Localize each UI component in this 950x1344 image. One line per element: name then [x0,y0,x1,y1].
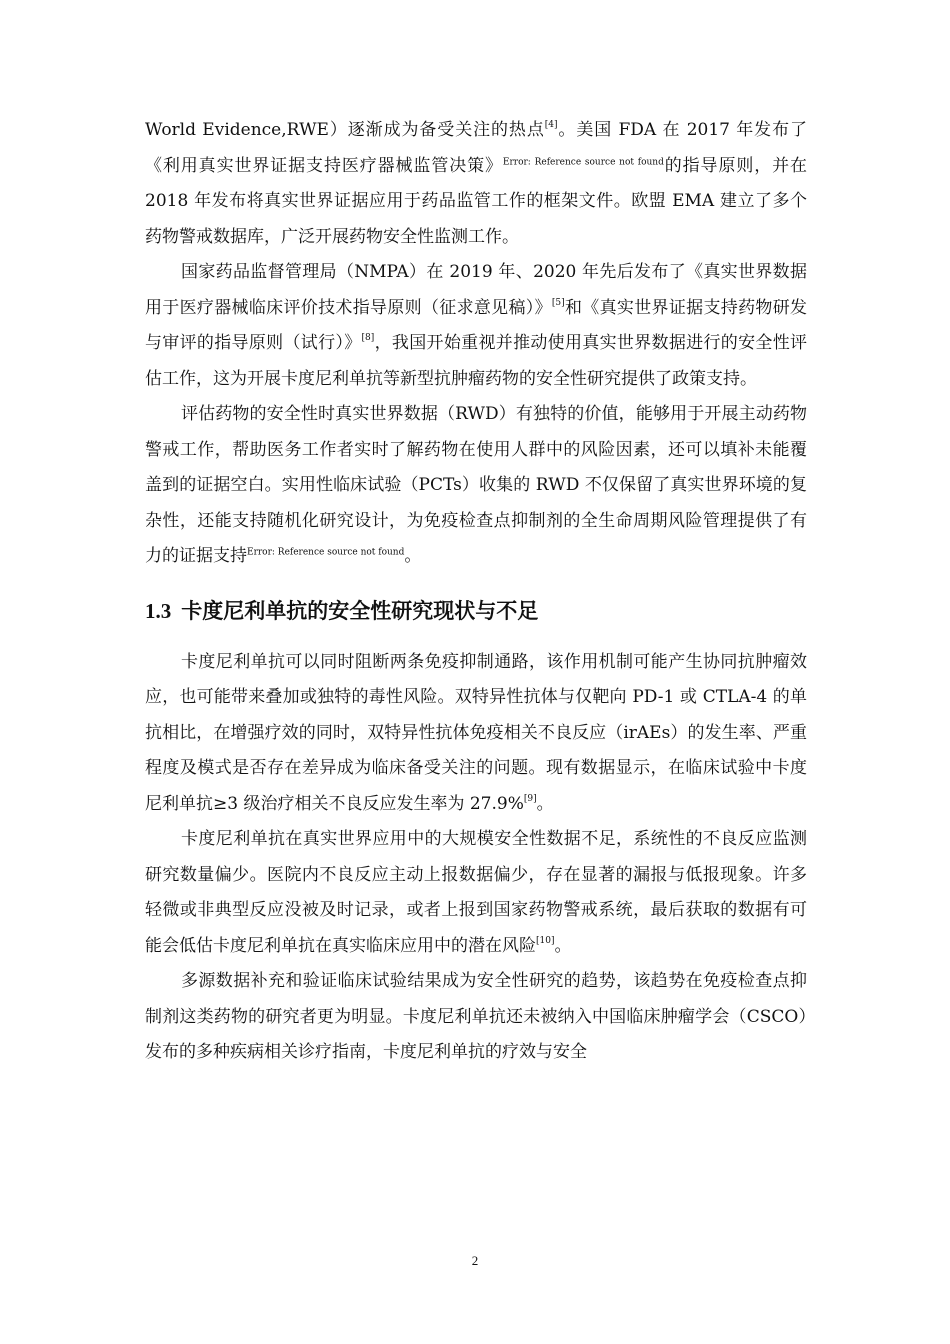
paragraph-text: 卡度尼利单抗可以同时阻断两条免疫抑制通路，该作用机制可能产生协同抗肿瘤效应，也可能带来叠加或独特的毒性风险。双特异性抗体与仅靶向 PD-1 或 CTLA-4 的单抗相比，在增强疗效的同时，双特异性抗体免疫相关不良反应（irAEs）的发生率、严重程度及模式是否存在差异成为临床备受关注的问题。现有数据显示，在临床试验中卡度尼利单抗≥3 级治疗相关不良反应发生率为 27.9% [145,651,807,814]
paragraph-text: 的指导原则，并在 2018 年发布将真实世界证据应用于药品监管工作的框架文件。欧盟 EMA 建立了多个药物警戒数据库，广泛开展药物安全性监测工作。 [145,155,808,247]
paragraph-text: ，我国开始重视并推动使用真实世界数据进行的安全性评估工作，这为开展卡度尼利单抗等新型抗肿瘤药物的安全性研究提供了政策支持。 [145,333,808,389]
section-title: 卡度尼利单抗的安全性研究现状与不足 [181,598,539,623]
paragraph-text: 国家药品监督管理局（NMPA）在 2019 年、2020 年先后发布了《真实世界数据用于医疗器械临床评价技术指导原则（征求意见稿）》 [145,262,807,318]
paragraph-text: 和《真实世界证据支持药物研发与审评的指导原则（试行）》 [145,297,808,353]
section-heading [145,591,807,631]
paragraph-rwd-value [145,397,807,575]
paragraph-rwe-intro [145,113,807,255]
paragraph-text: World Evidence,RWE）逐渐成为备受关注的热点 [145,120,545,140]
section-number: 1.3 [145,598,172,623]
citation-ref: [5] [551,297,565,308]
page-number: 2 [471,1253,479,1268]
paragraph-text: 。 [554,935,572,956]
reference-error: Error: Reference source not found [502,156,664,167]
page-content [145,113,807,1071]
reference-error: Error: Reference source not found [247,547,405,558]
paragraph-text: 。 [404,546,422,566]
paragraph-text: 。美国 FDA 在 2017 年发布了《利用真实世界证据支持医疗器械监管决策》 [145,120,807,176]
paragraph-nmpa [145,255,807,397]
citation-ref: [8] [361,333,375,344]
paragraph-text: 多源数据补充和验证临床试验结果成为安全性研究的趋势，该趋势在免疫检查点抑制剂这类药物的研究者更为明显。卡度尼利单抗还未被纳入中国临床肿瘤学会（CSCO）发布的多种疾病相关诊疗指南，卡度尼利单抗的疗效与安全 [145,971,807,1062]
paragraph-text: 评估药物的安全性时真实世界数据（RWD）有独特的价值，能够用于开展主动药物警戒工作，帮助医务工作者实时了解药物在使用人群中的风险因素，还可以填补未能覆盖到的证据空白。实用性临床试验（PCTs）收集的 RWD 不仅保留了真实世界环境的复杂性，还能支持随机化研究设计，为免疫检查点抑制剂的全生命周期风险管理提供了有力的证据支持 [145,404,807,566]
citation-ref: [10] [536,935,555,946]
paragraph-mechanism [145,645,807,823]
citation-ref: [9] [523,793,537,804]
paragraph-multisource [145,964,807,1071]
citation-ref: [4] [544,120,558,131]
paragraph-text: 卡度尼利单抗在真实世界应用中的大规模安全性数据不足，系统性的不良反应监测研究数量偏少。医院内不良反应主动上报数据偏少，存在显著的漏报与低报现象。许多轻微或非典型反应没被及时记录，或者上报到国家药物警戒系统，最后获取的数据有可能会低估卡度尼利单抗在真实临床应用中的潜在风险 [145,829,807,956]
paragraph-data-gap [145,822,807,964]
paragraph-text: 。 [536,793,554,814]
